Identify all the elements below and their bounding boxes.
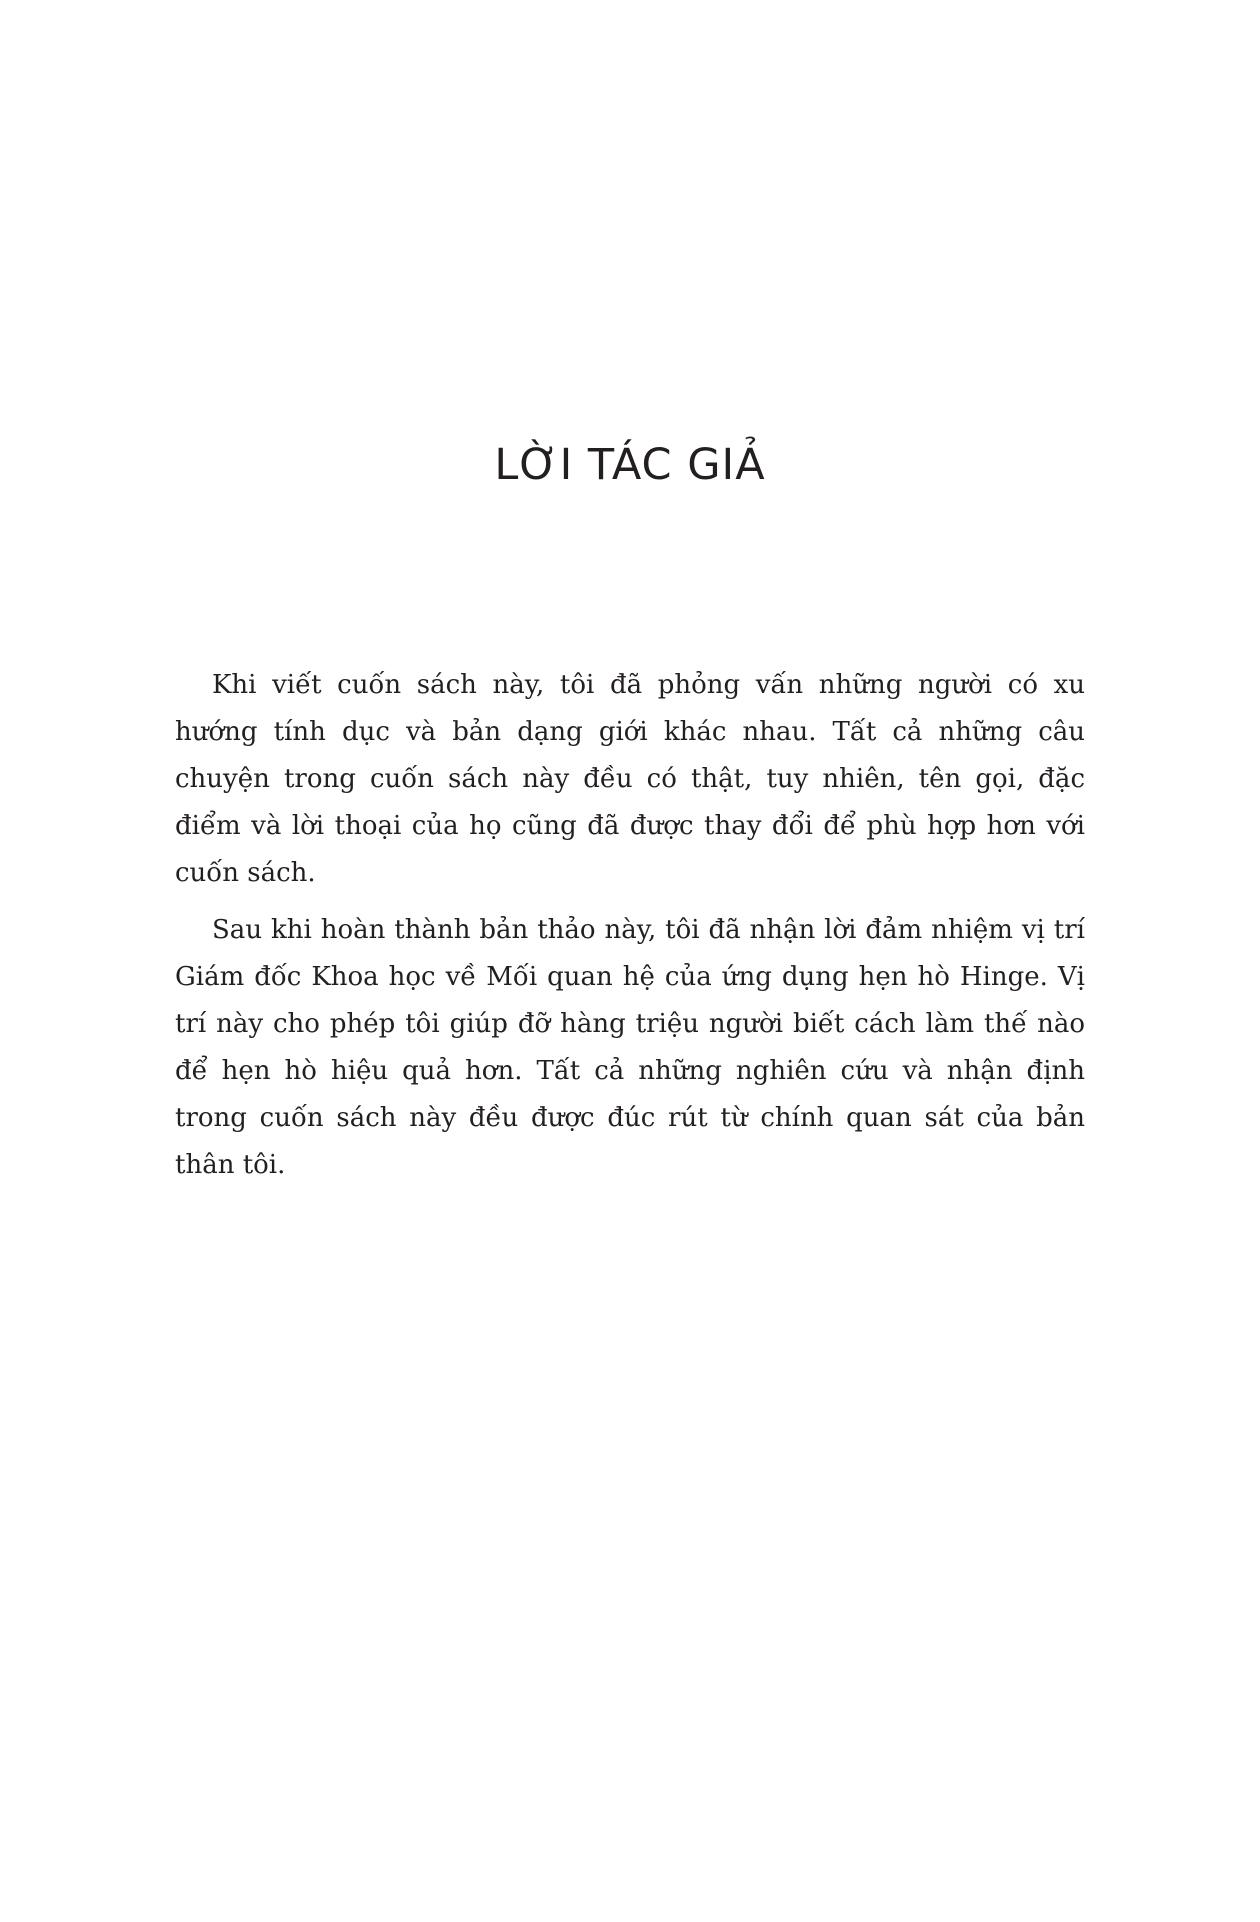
paragraph-1: Khi viết cuốn sách này, tôi đã phỏng vấn những người có xu hướng tính dục và bản dạng giới khác nhau. Tất cả những câu chuyện trong cuốn sách này đều có thật, tuy nhiên, tên gọi, đặc điểm và lời thoại của họ cũng đã được thay đổi để phù hợp hơn với cuốn sách. [175,670,1085,888]
body-text [175,662,1085,1199]
paragraph-2: Sau khi hoàn thành bản thảo này, tôi đã nhận lời đảm nhiệm vị trí Giám đốc Khoa học về Mối quan hệ của ứng dụng hẹn hò Hinge. Vị trí này cho phép tôi giúp đỡ hàng triệu người biết cách làm thế nào để hẹn hò hiệu quả hơn. Tất cả những nghiên cứu và nhận định trong cuốn sách này đều được đúc rút từ chính quan sát của bản thân tôi. [175,915,1085,1180]
chapter-title: LỜI TÁC GIẢ [494,440,766,490]
